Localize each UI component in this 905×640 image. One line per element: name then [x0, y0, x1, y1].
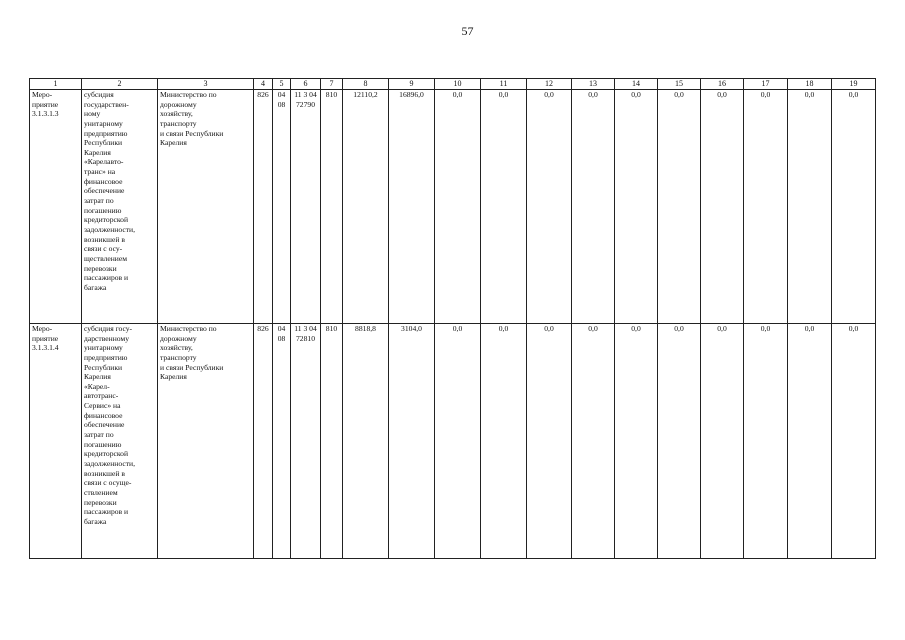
value-cell: 0,0: [701, 90, 744, 324]
csr-cell: [291, 90, 321, 324]
executor-text: Министерство по дорожному хозяйству, транспорту и связи Республики Карелия: [160, 324, 224, 382]
rzpr-cell: [273, 90, 291, 324]
column-header: 6: [291, 79, 321, 90]
column-header: 18: [788, 79, 832, 90]
value-cell: 0,0: [701, 324, 744, 559]
status-text: Меро- приятие 3.1.3.1.3: [32, 90, 59, 119]
value-cell: 3104,0: [389, 324, 435, 559]
status-cell: [30, 324, 82, 559]
column-header: 3: [158, 79, 254, 90]
column-header: 8: [343, 79, 389, 90]
value-cell: 0,0: [788, 90, 832, 324]
column-number-row: [30, 79, 876, 90]
column-header: 16: [701, 79, 744, 90]
budget-table: [29, 78, 876, 559]
vr-cell: 810: [321, 90, 343, 324]
column-header: 9: [389, 79, 435, 90]
value-cell: 0,0: [832, 324, 876, 559]
column-header: 4: [254, 79, 273, 90]
csr-cell: [291, 324, 321, 559]
name-text: субсидия государствен- ному унитарному предприятию Республики Карелия «Карелавто- транс» на финансовое обеспечение затрат по погашению кредиторской задолженности, возникшей в связи с осу- ществлением перевозки пассажиров и багажа: [84, 90, 136, 292]
value-cell: 0,0: [658, 324, 701, 559]
value-cell: 0,0: [832, 90, 876, 324]
grbs-cell: 826: [254, 324, 273, 559]
status-cell: [30, 90, 82, 324]
value-cell: 0,0: [481, 90, 527, 324]
executor-text: Министерство по дорожному хозяйству, транспорту и связи Республики Карелия: [160, 90, 224, 148]
value-cell: 0,0: [744, 90, 788, 324]
value-cell: 0,0: [744, 324, 788, 559]
csr-text: 11 3 04 72790: [294, 90, 317, 109]
executor-cell: [158, 90, 254, 324]
executor-cell: [158, 324, 254, 559]
value-cell: 0,0: [658, 90, 701, 324]
value-cell: 0,0: [435, 90, 481, 324]
column-header: 15: [658, 79, 701, 90]
column-header: 2: [82, 79, 158, 90]
name-text: субсидия госу- дарственному унитарному предприятию Республики Карелия «Карел- автотранс- Сервис» на финансовое обеспечение затрат по погашению кредиторской задолженности, возникшей в связи с осуще- ствлением перевозки пассажиров и багажа: [84, 324, 136, 526]
grbs-cell: 826: [254, 90, 273, 324]
value-cell: 0,0: [572, 324, 615, 559]
value-cell: 0,0: [481, 324, 527, 559]
column-header: 11: [481, 79, 527, 90]
table-row: [30, 90, 876, 324]
value-cell: 0,0: [572, 90, 615, 324]
value-cell: 0,0: [527, 90, 572, 324]
rzpr-text: 04 08: [277, 324, 286, 343]
value-cell: 0,0: [615, 324, 658, 559]
value-cell: 0,0: [615, 90, 658, 324]
page-number: 57: [461, 24, 474, 38]
column-header: 14: [615, 79, 658, 90]
vr-cell: 810: [321, 324, 343, 559]
name-cell: [82, 90, 158, 324]
column-header: 1: [30, 79, 82, 90]
value-cell: 0,0: [527, 324, 572, 559]
value-cell: 0,0: [788, 324, 832, 559]
column-header: 5: [273, 79, 291, 90]
column-header: 10: [435, 79, 481, 90]
column-header: 7: [321, 79, 343, 90]
column-header: 13: [572, 79, 615, 90]
column-header: 19: [832, 79, 876, 90]
value-cell: 16896,0: [389, 90, 435, 324]
rzpr-text: 04 08: [277, 90, 286, 109]
value-cell: 8818,8: [343, 324, 389, 559]
status-text: Меро- приятие 3.1.3.1.4: [32, 324, 59, 353]
column-header: 12: [527, 79, 572, 90]
table-row: [30, 324, 876, 559]
rzpr-cell: [273, 324, 291, 559]
csr-text: 11 3 04 72810: [294, 324, 317, 343]
value-cell: 0,0: [435, 324, 481, 559]
column-header: 17: [744, 79, 788, 90]
name-cell: [82, 324, 158, 559]
value-cell: 12110,2: [343, 90, 389, 324]
